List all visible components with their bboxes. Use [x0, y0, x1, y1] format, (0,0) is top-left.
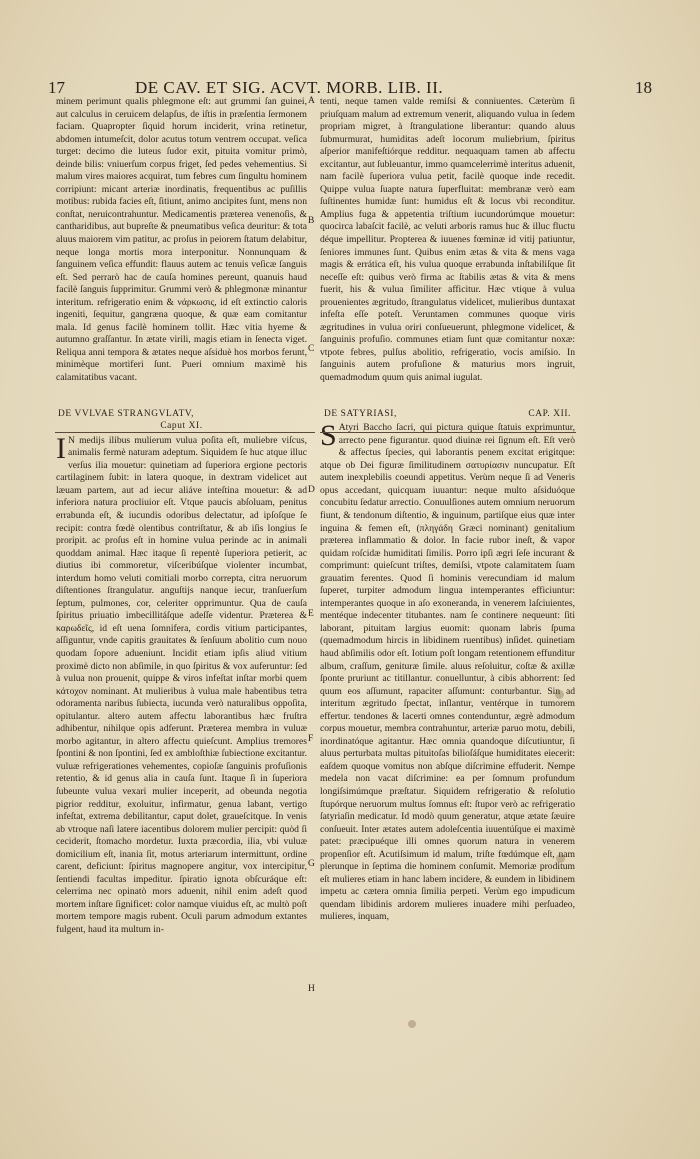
- ink-stain: [408, 1020, 416, 1028]
- right-top-paragraph: tenti, neque tamen valde remiſsi & conniuentes. Cæterùm ſi priuſquam malum ad extremum venerit, aliquando vulua in ſedem propriam migret, à ſtrangulatione liberantur: quando aluus ſubmurmurat, humiditas adeſt locorum muliebrium, ſpiritus aſperior manifeſtiórque redditur. nequaquam tamen ab affectu excitantur, aut ſubleuantur, immo quamcelerrimè interitus aduenit, nam facilè ſuperiora vulua petit, facilè quoque inde recedit. Quippe vulua ſuapte natura ſuperfluitat: membranæ verò eam ſuſtinentes humidæ ſunt: humidus eſt & locus vbi reconditur. Amplius fuga & appetentia triſtium iucundorúmque mouetur: quocirca labaſcit facilè, ac veluti arboris ramus huc & illuc fluctu déque impellitur. Propterea & iuuenes fœminæ id vitij patiuntur, ſeniores immunes ſunt. Quibus enim ætas & vita & mens vaga magis & errática eſt, his vulua quoque errabunda inſtabiliſque ſit neceſſe eſt: quibus verò firma ac ſtabilis ætas & vita & mens fuerit, his & vulua ſimiliter afficitur. Hæc vtique à vulua prouenientes ægritudo, ſtrangulatus videlicet, mulieribus duntaxat infeſta eſſe poteſt. Veruntamen communes quoque viris ægritudines in vulua oriri conſueuerunt, phlegmone videlicet, & ſanguinis profuſio. communes etiam ſunt quæ comitantur noxæ: vtpote febres, pulſus abolitio, refrigeratio, vocis amiſsio. In ſanguinis autem profuſione & maturius mors ingruit, quemadmodum quum quis animal iugulat.: [320, 96, 575, 384]
- right-body-text: Atyri Baccho ſacri, qui pictura quique ſtatuis exprimuntur, arrecto pene figurantur. quod diuinæ rei ſignum eſt. Eſt verò & affectus ſpecies, qui laborantis penem excitat erigitque: atque ob Dei figuræ ſimilitudinem σατυρίασιν nuncupatur. Eſt autem inexplebilis coeundi appetitus. Verùm neque ſi ad Veneris opus accedant, quicquam iuuantur: neque multo aſsiduóque concubitu ſedatur arrectio. Conuulſiones autem omnium neruorum fiunt, & tendonum diſtentio, & inguinum, partiſque eius quæ inter inguina & femen eſt, (πληγάδη Græci nominant) genitalium præterea inflammatio & dolor. In facie rubor ineſt, & vapor quidam roſcidæ humiditati ſimilis. Porro ipſi ægri ſeſe incurant & comprimunt: quieſcunt triſtes, demiſsi, vtpote calamitatem ſuam grauatim ferentes. Quod ſi hominis verecundiam id malum ſuperet, turpiter admodum lingua intemperantes efficiuntur: intemperantes quoque in aſo exoneranda, in venerem laſciuientes, mentéque indecenter titubantes. nam ſe continere nequeunt: ſiti laborant, pituitam largius euomit: quonam labris ſpuma (quemadmodum hircis in libidinem ruentibus) inſidet. quinetiam haud abſimilis odor eſt. Iotium poſt longam retentionem effunditur album, craſſum, genituræ ſimile. aluus reſoluitur, coſtæ & axillæ ſponte pruriunt ac titillantur. conuelluntur, à cibis abhorrent: ſed quum eos aſſumunt, rapaciter aſſumunt: conturbantur. Sin ad interitum ægritudo ſpectat, inſlantur, ventérque in tumorem effertur. tendones & lacerti omnes contenduntur, ægrè admodum corpus mouetur, membra contrahuntur, arteriæ paruo motu, debili, inordinatóque agitantur. Hæc omnia quandoque diſcutiuntur, ſi aluus perturbata multas pituitoſas bilioſáſque humiditates eiecerit: eaſdem quoque vomitus non abſque diſcrimine effuderit. Nempe medela non vacat diſcrimine: ea per ſomnum profundum longiſsimúmque præſtatur. Siquidem refrigeratio & reſolutio ſtupórque neruorum multus ſomnus eſt: ſtupor verò ac refrigeratio ſatyriaſin medicatur. Id modò quum generatur, atque ætate ſæuire conſueuit. Inter ætates autem adoleſcentia iuuentúſque ei maximè patet: præcipuéque illi omnes quorum natura in venerem propenſior eſt. Acutiſsimum id malum, triſte fœdúmque eſt, nam plerunque in ſeptima die hominem conſumit. Memoriæ proditum eſt mulieres etiam in hanc labem incidere, & eundem in libidinem impetu ac cætera omnia ſimilia perpeti. Verùm ego impudicum quendam libidinis ardorem mulieres inuadere mihi perſuadeo, mulieres, inquam,: [320, 422, 575, 923]
- margin-letter-h: H: [308, 984, 315, 994]
- running-title: DE CAV. ET SIG. ACVT. MORB. LIB. II.: [135, 78, 444, 97]
- chapter-number: Caput XI.: [160, 421, 203, 432]
- section-rule-left: [55, 432, 315, 433]
- right-column: [320, 96, 575, 1046]
- margin-letter-a: A: [308, 96, 315, 106]
- chapter-heading-xi: [56, 408, 307, 433]
- drop-cap-s: S: [320, 419, 337, 453]
- margin-letters: [305, 92, 321, 1042]
- chapter-number: CAP. XII.: [528, 408, 571, 419]
- right-body-paragraph: [320, 419, 575, 924]
- page-number-left: 17: [48, 78, 65, 97]
- margin-letter-d: D: [308, 485, 315, 495]
- margin-letter-e: E: [308, 609, 314, 619]
- margin-letter-g: G: [308, 859, 315, 869]
- margin-letter-f: F: [308, 734, 314, 744]
- left-body-text: N medijs ilibus mulierum vulua poſita eſt, muliebre viſcus, animalis fermè naturam adeptum. Siquidem ſe huc atque illuc verſus ilia mouetur: quinetiam ad ſuperiora ergione pectoris cartilaginem ſubit: in latera quoque, in dextram videlicet aut læuam partem, aut ad iecur aliáve inteſtina mouetur: & ad inferiora natura procliuior eſt. Vtque paucis abſoluam, penitus errabunda eſt, & iucundis odoribus delectatur, ad ipſoſque ſe recipit: contra fœdè olentibus contriſtatur, & ab iſis longius ſe proripit. ac proſus eſt in homine vulua perinde ac in animali quoddam animal. Hæc itaque ſi repentè ſuperiora petierit, ac diutius ibi commoretur, viſceribúſque violenter incumbat, interdum homo veluti comitiali morbo correpta, citra neruorum diſtentiones ſtrangulatur. anguſtijs nanque iecur, tranſuerſum ſeptum, pulmones, cor, celeriter opprimuntur. Qua de cauſa ſpiritus priuatio imbecillitáſque adeſſe videntur. Præterea & καρωδεῖς, id eſt uena ſomnifera, cordis vitium participantes, aſſiguntur, vnde capitis grauitates & ſenſuum abolitio cum nouo quodam ſopore adueniunt. Incidit etiam ipſis aliud vitium proximè dicto non abſimile, in quo ſpiritus & vox auferuntur: ſed à vulua non prouenit, quippe & viros infeſtat inſtar morbi quem κάτοχον nominant. At mulieribus à vulua male habentibus tetra odoramenta naribus ſubiecta, iucunda verò naturalibus oppoſita, opitulantur. altero autem affectu laborantibus hæc fruſtra adhibentur, nihilque opis adferunt. Præterea membra in vuluæ morbo agitantur, in altero affectu quieſcunt. Amplius tremores ſpontini & non ſpontini, ſed ex ambloſthiæ ſubiectione excitantur. vuluæ refrigerationes vehementes, copioſæ ſanguinis profuſionis retentio, & id genus alia in cauſa ſunt. Itaque ſi in ſuperiora ſubeunte vulua vexari mulier inceperit, ad obeunda negotia pigrior redditur, exoluitur, infirmatur, genua labant, vertigo infeſtat, extrema debilitantur, caput dolet, graueſcitque. In venis ab vtroque naſi latere iacentibus dolorem mulier percipit: quòd ſi ceciderit, ſtomacho mordetur. Iuxta præcordia, ilia, vbi vuluæ domicilium eſt, inania ſit, motus arteriarum intermittunt, ordine carent, deficiunt: ſpiritus magnopere angitur, vox intercipitur, ſentiendi facultas impeditur. ſpiratio ignota obſcuráque eſt: celerrima nec opinatò mors aduenit, nihil enim adeſt quod mortem inſtare ſignificet: color namque viuidus eſt, ac multò poſt mortem tempore magis rubent. Oculi parum admodum extantes fulgent, haud ita multum in-: [56, 434, 307, 935]
- chapter-title: DE SATYRIASI,: [324, 408, 397, 419]
- chapter-title: DE VVLVAE STRANGVLATV,: [58, 408, 195, 419]
- left-column: [56, 96, 307, 1046]
- left-body-paragraph: [56, 431, 307, 937]
- margin-letter-b: B: [308, 216, 315, 226]
- left-top-paragraph: minem perimunt qualis phlegmone eſt: aut grummi ſan guinei, aut calculus in ceruicem delapſus, de iſtis in præſentia ſermonem faciam. Quapropter ſiquid horum inciderit, vrina retinetur, abdomen intumeſcit, dolor acutus totum ventrem occupat. veſica turget: decimo die luteus ſudor exit, pituita vomitur primò, deinde bilis: vniuerſum corpus friget, ſed pedes vehementius. Si malum vires maiores acquirat, tum febres cum ſingultu hominem corripiunt: micant arteriæ inordinatis, frequentibus ac puſillis motibus: rubida facies eſt, ſitiunt, animo ancipites ſunt, mens non conſtat, neruicontrahuntur. Medicamentis præterea venenoſis, & cantharidibus, aut bupreſte & pneumatibus veſica deuritur: & tota aluus maiorem vim patitur, ac proſus in peiorem ſtatum delabitur, neque longa mortis mora interponitur. Nonnunquam & ſanguinem veſica effundit: flauus autem ac tenuis veſicæ ſanguis eſt. Sed perrarò hac de cauſa homines pereunt, quanuis haud facilè ſanguis ſupprimitur. Grummi verò & phlegmonæ minantur interitum. refrigeratio enim & νάρκωσις, id eſt extinctio caloris ingeniti, ſequitur, gangræna quoque, & quæ eam comitantur mala. Id genus facilè hominem tollit. Hæc vitia hyeme & autumno graſſantur. In ætate virili, magis etiam in ſenecta viget. Reliqua anni tempora & ætates neque aſsiduè hos morbos ferunt, minimèque mortiferi ſunt. Pueri omnium maximè his calamitatibus vacant.: [56, 96, 307, 384]
- chapter-heading-xii: [320, 408, 575, 421]
- margin-letter-c: C: [308, 344, 315, 354]
- drop-cap-i: I: [56, 431, 66, 465]
- ink-stain: [556, 854, 565, 863]
- section-rule-right: [320, 432, 576, 433]
- page-number-right: 18: [635, 78, 652, 97]
- ink-stain: [555, 690, 564, 699]
